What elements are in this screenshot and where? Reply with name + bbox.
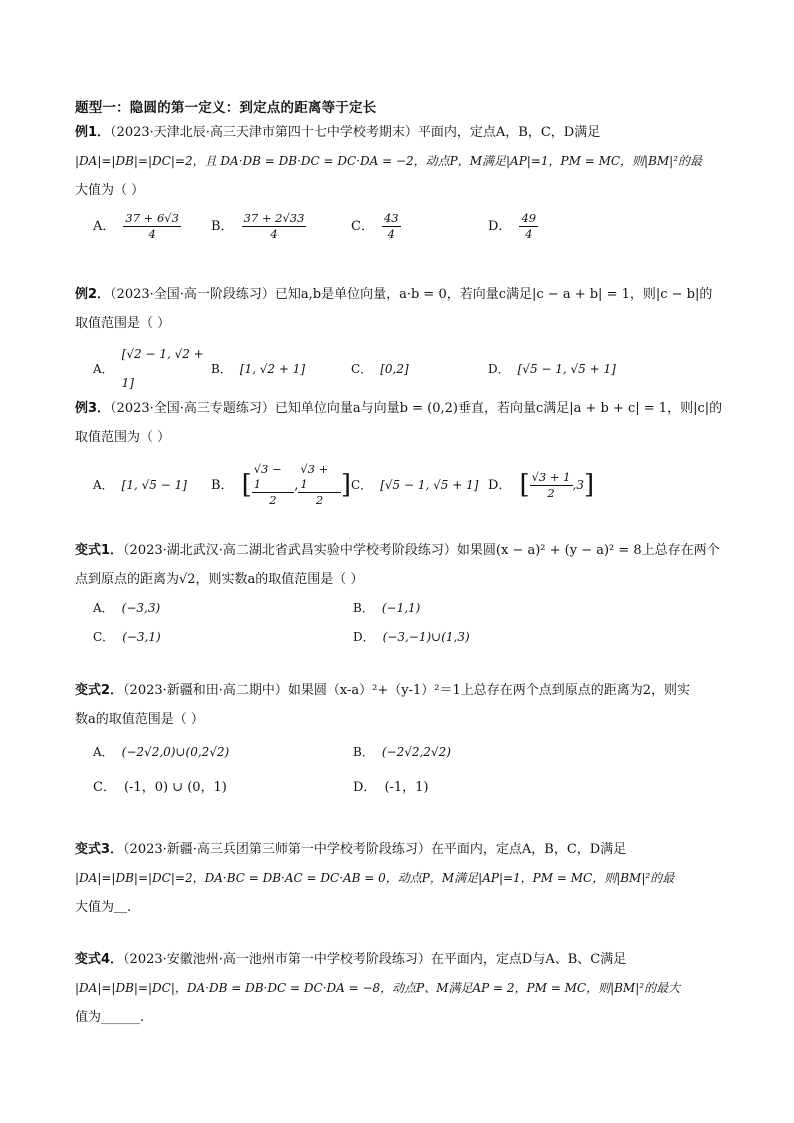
variant-4	[75, 945, 725, 1032]
variant-2	[75, 676, 725, 802]
example-3	[75, 394, 725, 508]
option-a[interactable]: A． (−2√2,0)∪(0,2√2)	[93, 745, 230, 759]
fraction: $\frac{37 + 6√3}{4}$	[125, 211, 179, 241]
option-a[interactable]: A． [1, √5 − 1]	[93, 477, 187, 492]
option-c[interactable]: C． $\frac{43}{4}$	[351, 211, 399, 241]
example-3-line-2: 取值范围为（ ）	[75, 430, 171, 445]
example-3-label: 例3．	[75, 401, 111, 416]
fraction: $\frac{√3 - 1}{2}$	[252, 462, 294, 508]
example-1	[75, 118, 725, 242]
variant-1-options	[93, 594, 725, 652]
variant-2-line-2: 数a的取值范围是（ ）	[75, 712, 204, 727]
option-b[interactable]: B． $\frac{37 + 2√33}{4}$	[211, 211, 305, 241]
option-d[interactable]: D． (-1，1)	[353, 780, 429, 795]
option-b[interactable]: B． [ $\frac{√3 - 1}{2}$ , $\frac{√3 + 1}{2}$ ]	[211, 462, 351, 507]
variant-4-label: 变式4．	[75, 952, 124, 967]
variant-3-label: 变式3．	[75, 842, 124, 857]
variant-2-line-1: （2023·新疆和田·高二期中）如果圆（x-a）²+（y-1）²＝1上总存在两个点到原点的距离为2，则实	[123, 683, 691, 698]
example-2-line-2: 取值范围是（ ）	[75, 316, 171, 331]
option-a[interactable]: A． [√2 − 1, √2 + 1]	[93, 347, 204, 390]
fraction: $\frac{37 + 2√33}{4}$	[243, 211, 305, 241]
option-c[interactable]: C． [0,2]	[351, 361, 409, 376]
section-title: 题型一：隐圆的第一定义：到定点的距离等于定长	[75, 100, 377, 116]
variant-1-line-2: 点到原点的距离为√2，则实数a的取值范围是（ ）	[75, 572, 364, 587]
variant-3-line-1: （2023·新疆·高三兵团第三师第一中学校考阶段练习）在平面内，定点A，B，C，D满足	[123, 842, 627, 857]
example-1-label: 例1．	[75, 125, 111, 140]
variant-1-label: 变式1．	[75, 543, 124, 558]
option-d[interactable]: D． (−3,−1)∪(1,3)	[353, 630, 470, 644]
variant-2-options	[93, 738, 725, 802]
option-b[interactable]: B． (−2√2,2√2)	[353, 745, 451, 759]
example-2	[75, 280, 725, 398]
example-3-options	[93, 462, 725, 508]
variant-2-label: 变式2．	[75, 683, 124, 698]
option-b[interactable]: B． (−1,1)	[353, 601, 421, 615]
variant-1-line-1: （2023·湖北武汉·高二湖北省武昌实验中学校考阶段练习）如果圆(x − a)² + (y − a)² = 8上总存在两个	[123, 543, 720, 558]
variant-3-line-3: 大值为＿.	[75, 900, 132, 915]
option-d[interactable]: D． [√5 − 1, √5 + 1]	[488, 361, 616, 376]
variant-1	[75, 536, 725, 652]
variant-3-line-2: |DA|=|DB|=|DC|=2，DA·BC = DB·AC = DC·AB = 0，动点P，M满足|AP|=1，PM = MC，则|BM|²的最	[75, 871, 675, 885]
option-d[interactable]: D． $\frac{49}{4}$	[488, 211, 537, 241]
example-1-line-3: 大值为（ ）	[75, 183, 145, 198]
option-a[interactable]: A． (−3,3)	[93, 601, 161, 615]
option-c[interactable]: C． (-1，0) ∪ (0，1)	[93, 780, 227, 795]
option-a[interactable]: A． $\frac{37 + 6√3}{4}$	[93, 211, 179, 241]
example-2-label: 例2．	[75, 287, 111, 302]
example-2-options	[93, 340, 725, 398]
example-1-options	[93, 211, 725, 242]
fraction: $\frac{√3 + 1}{2}$	[531, 469, 571, 500]
option-c[interactable]: C． (−3,1)	[93, 630, 161, 644]
fraction: $\frac{49}{4}$	[521, 211, 537, 241]
example-1-line-2: |DA|=|DB|=|DC|=2，且 DA·DB = DB·DC = DC·DA = −2，动点P，M满足|AP|=1，PM = MC，则|BM|²的最	[75, 154, 703, 168]
variant-4-line-3: 值为______.	[75, 1010, 145, 1025]
variant-4-line-1: （2023·安徽池州·高一池州市第一中学校考阶段练习）在平面内，定点D与A、B、C满足	[123, 952, 627, 967]
fraction: $\frac{√3 + 1}{2}$	[298, 462, 340, 508]
option-b[interactable]: B． [1, √2 + 1]	[211, 361, 306, 376]
option-d[interactable]: D． [ $\frac{√3 + 1}{2}$ , 3 ]	[488, 469, 595, 500]
option-c[interactable]: C． [√5 − 1, √5 + 1]	[351, 477, 479, 492]
example-2-line-1: （2023·全国·高一阶段练习）已知a,b是单位向量，a·b = 0，若向量c满足|c − a + b| = 1，则|c − b|的	[110, 287, 713, 302]
variant-4-line-2: |DA|=|DB|=|DC|，DA·DB = DB·DC = DC·DA = −8，动点P、M满足AP = 2，PM = MC，则|BM|²的最大	[75, 981, 681, 995]
variant-3	[75, 835, 725, 922]
fraction: $\frac{43}{4}$	[383, 211, 399, 241]
example-1-line-1: （2023·天津北辰·高三天津市第四十七中学校考期末）平面内，定点A，B，C，D满足	[110, 125, 601, 140]
example-3-line-1: （2023·全国·高三专题练习）已知单位向量a与向量b = (0,2)垂直，若向量c满足|a + b + c| = 1，则|c|的	[110, 401, 723, 416]
